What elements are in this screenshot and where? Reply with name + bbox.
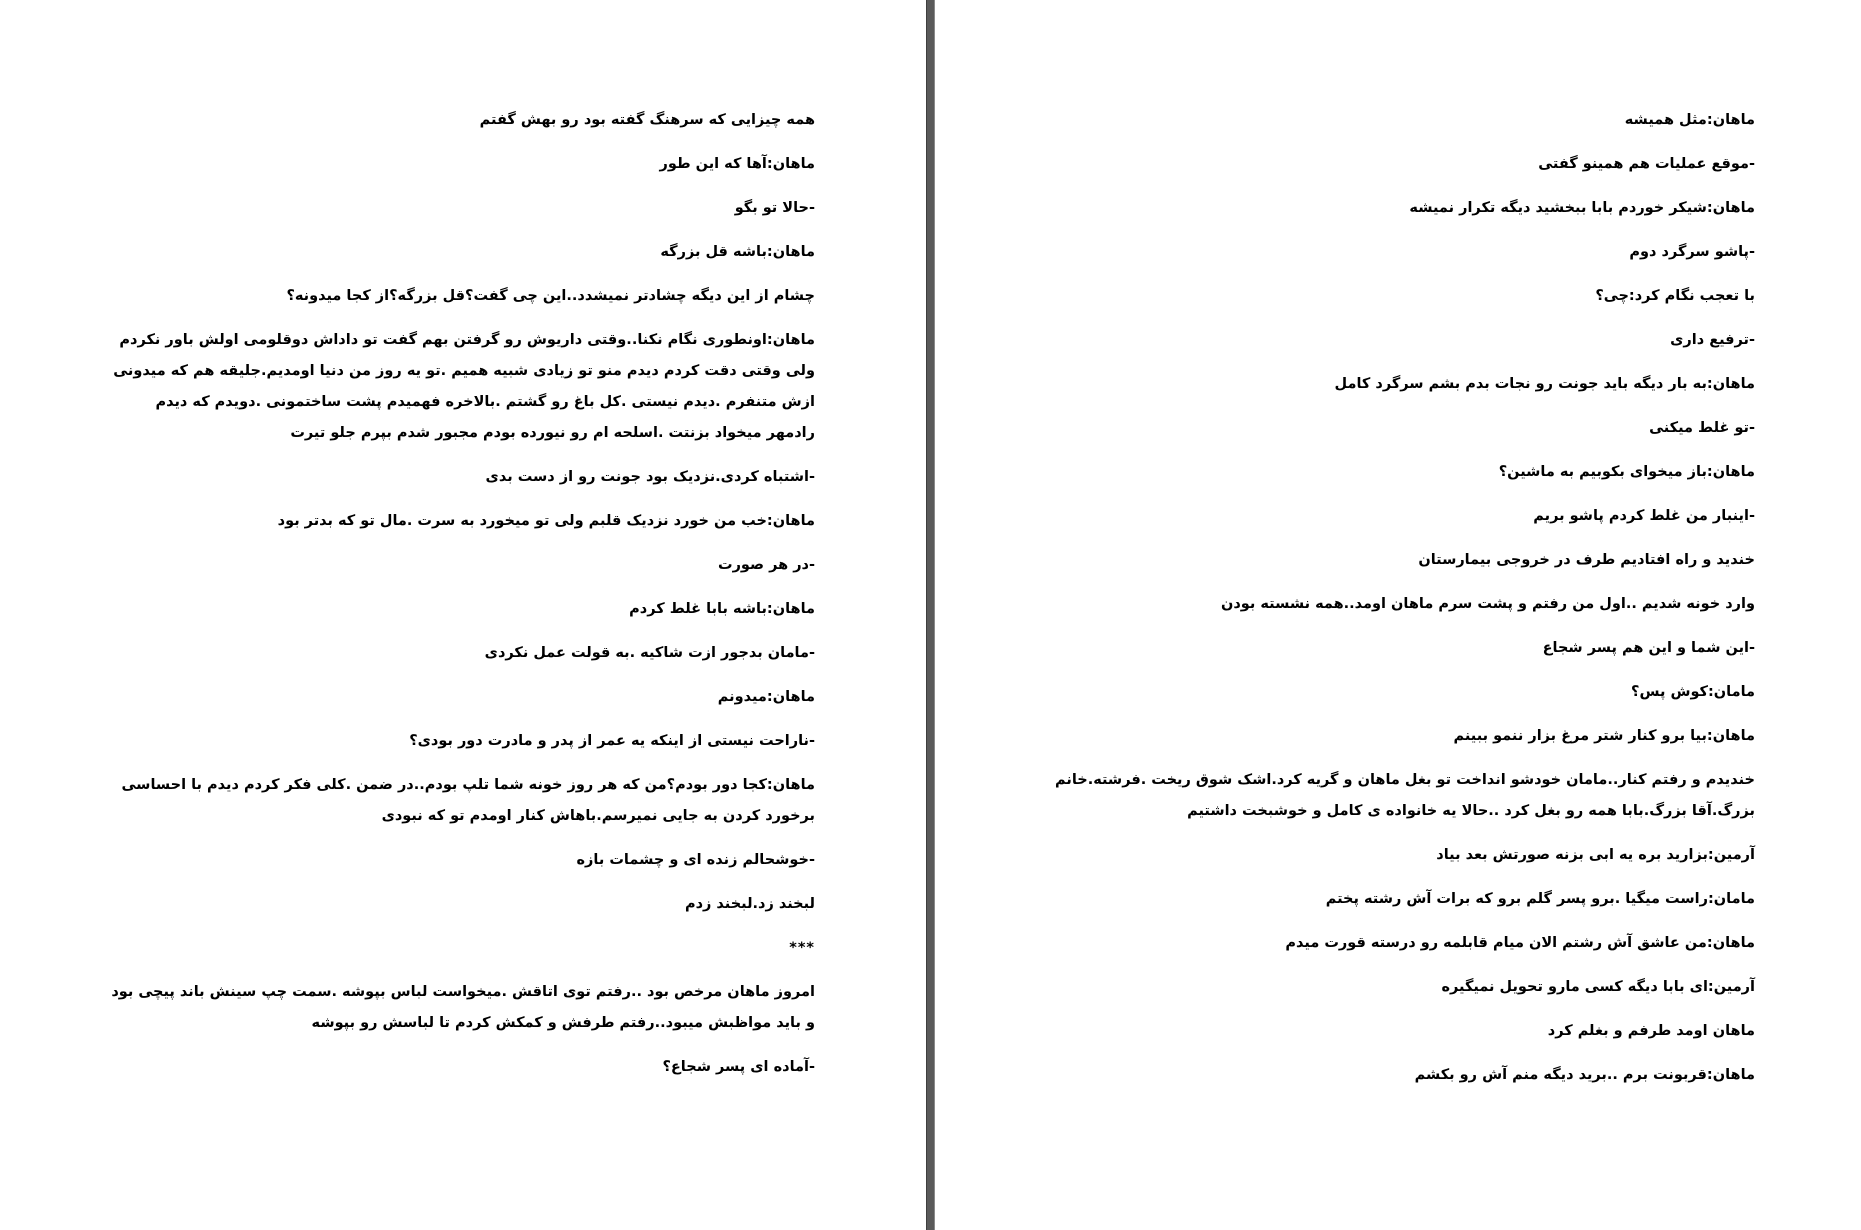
paragraph: ماهان اومد طرفم و بغلم کرد: [1547, 1023, 1755, 1039]
right-page: [935, 0, 1861, 1230]
paragraph: ماهان:میدونم: [717, 689, 815, 705]
paragraph: -ناراحت نیستی از اینکه یه عمر از پدر و مادرت دور بودی؟: [409, 733, 815, 749]
paragraph: مامان:کوش پس؟: [1631, 684, 1755, 700]
paragraph: مامان:راست میگیا .برو پسر گلم برو که برات آش رشته پختم: [1325, 891, 1755, 907]
paragraph: ماهان:آها که این طور: [659, 156, 815, 172]
paragraph: همه چیزایی که سرهنگ گفته بود رو بهش گفتم: [479, 112, 815, 128]
paragraph: امروز ماهان مرخص بود ..رفتم توی اتاقش .میخواست لباس بپوشه .سمت چپ سینش باند پیچی بود و باید مواظبش میبود..رفتم طرفش و کمکش کردم تا لباسش رو بپوشه: [111, 984, 815, 1031]
paragraph: -اشتباه کردی.نزدیک بود جونت رو از دست بدی: [485, 469, 815, 485]
paragraph: -پاشو سرگرد دوم: [1629, 244, 1755, 260]
paragraph: خندیدم و رفتم کنار..مامان خودشو انداخت تو بغل ماهان و گریه کرد.اشک شوق ریخت .فرشته.خانم بزرگ.آقا بزرگ.بابا همه رو بغل کرد ..حالا یه خانواده ی کامل و خوشبخت داشتیم: [1055, 772, 1755, 819]
paragraph: -در هر صورت: [718, 557, 815, 573]
paragraph: ماهان:به بار دیگه باید جونت رو نجات بدم بشم سرگرد کامل: [1334, 376, 1755, 392]
paragraph: -موقع عملیات هم همینو گفتی: [1538, 156, 1755, 172]
paragraph: ماهان:شیکر خوردم بابا ببخشید دیگه تکرار نمیشه: [1409, 200, 1755, 216]
paragraph: ماهان:باشه بابا غلط کردم: [629, 601, 815, 617]
paragraph: خندید و راه افتادیم طرف در خروجی بیمارستان: [1418, 552, 1755, 568]
paragraph: -خوشحالم زنده ای و چشمات بازه: [576, 852, 815, 868]
paragraph: -حالا تو بگو: [734, 200, 815, 216]
paragraph: -آماده ای پسر شجاع؟: [662, 1059, 815, 1075]
page-gutter-divider: [926, 0, 935, 1230]
section-separator: ***: [789, 940, 815, 956]
left-page-text: [105, 105, 815, 1096]
paragraph: ماهان:بیا برو کنار شتر مرغ بزار ننمو ببینم: [1453, 728, 1755, 744]
paragraph: ماهان:باز میخوای بکوبیم به ماشین؟: [1498, 464, 1755, 480]
paragraph: با تعجب نگام کرد:چی؟: [1595, 288, 1755, 304]
paragraph: ماهان:کجا دور بودم؟من که هر روز خونه شما تلپ بودم..در ضمن .کلی فکر کردم دیدم با احساسی برخورد کردن به جایی نمیرسم.باهاش کنار اومدم تو که نبودی: [121, 777, 815, 824]
paragraph: -ترفیع داری: [1670, 332, 1755, 348]
paragraph: وارد خونه شدیم ..اول من رفتم و پشت سرم ماهان اومد..همه نشسته بودن: [1220, 596, 1755, 612]
paragraph: چشام از این دیگه چشادتر نمیشدد..این چی گفت؟قل بزرگه؟از کجا میدونه؟: [286, 288, 815, 304]
paragraph: آرمین:ای بابا دیگه کسی مارو تحویل نمیگیره: [1441, 979, 1755, 995]
paragraph: -اینبار من غلط کردم پاشو بریم: [1533, 508, 1755, 524]
paragraph: ماهان:قربونت برم ..برید دیگه منم آش رو بکشم: [1414, 1067, 1755, 1083]
paragraph: -این شما و این هم پسر شجاع: [1542, 640, 1755, 656]
paragraph: ماهان:خب من خورد نزدیک قلبم ولی تو میخورد به سرت .مال تو که بدتر بود: [277, 513, 815, 529]
paragraph: ماهان:مثل همیشه: [1624, 112, 1755, 128]
paragraph: ماهان:باشه قل بزرگه: [660, 244, 815, 260]
paragraph: -تو غلط میکنی: [1649, 420, 1755, 436]
paragraph: -مامان بدجور ازت شاکیه .به قولت عمل نکردی: [484, 645, 815, 661]
left-page: [0, 0, 926, 1230]
paragraph: لبخند زد.لبخند زدم: [684, 896, 815, 912]
right-page-text: [1035, 105, 1755, 1104]
paragraph: ماهان:من عاشق آش رشتم الان میام قابلمه رو درسته قورت میدم: [1285, 935, 1755, 951]
paragraph: ماهان:اونطوری نگام نکنا..وقتی داریوش رو گرفتن بهم گفت تو داداش دوقلومی اولش باور نکردم ولی وقتی دقت کردم دیدم منو تو زیادی شبیه همیم .تو یه روز من دنیا اومدیم.جلیقه هم که میدونی ازش متنفرم .دیدم نیستی .کل باغ رو گشتم .بالاخره فهمیدم پشت ساختمونی .دویدم که دیدم رادمهر میخواد بزنتت .اسلحه ام رو نیورده بودم مجبور شدم بپرم جلو تیرت: [113, 332, 815, 441]
paragraph: آرمین:بزارید بره یه ابی بزنه صورتش بعد بیاد: [1436, 847, 1755, 863]
